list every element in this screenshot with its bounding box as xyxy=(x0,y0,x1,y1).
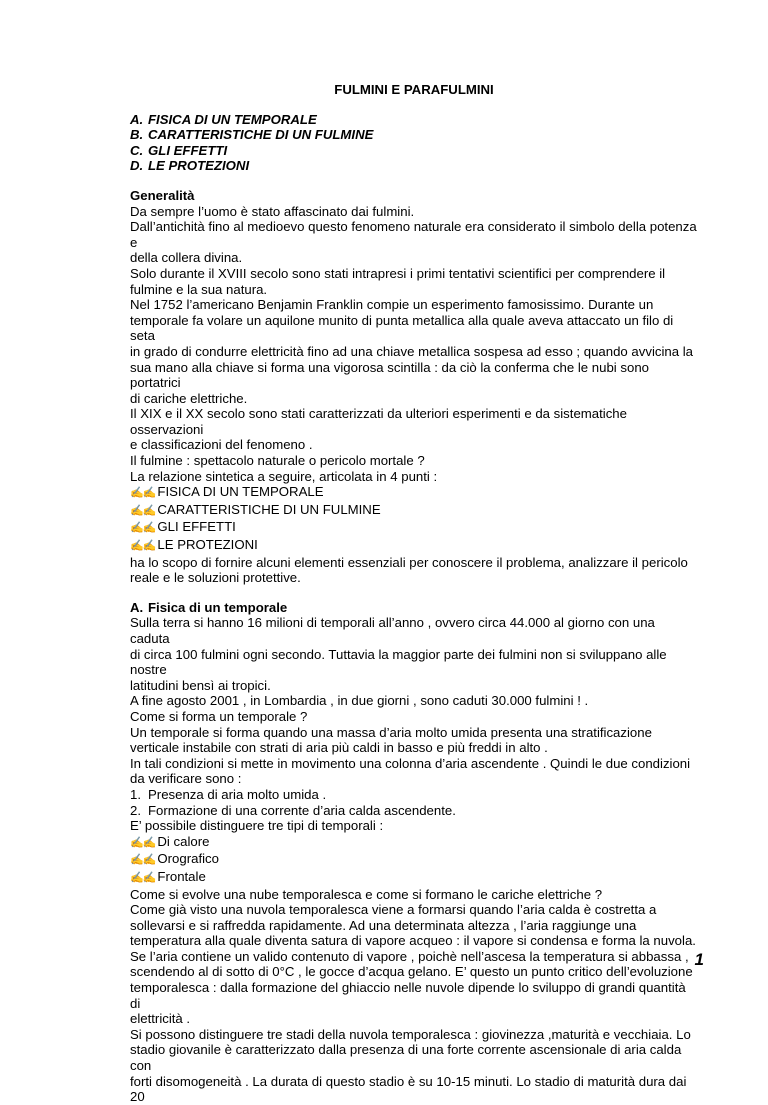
text-line: in grado di condurre elettricità fino ad una chiave metallica sospesa ad esso ; quando avvicina la xyxy=(130,343,694,359)
writing-hand-icon: ✍✍ xyxy=(130,504,156,517)
numbered-item: 1. Presenza di aria molto umida . xyxy=(130,786,327,802)
text-line: Dall’antichità fino al medioevo questo fenomeno naturale era considerato il simbolo della potenza e xyxy=(130,219,697,250)
text-line: di cariche elettriche. xyxy=(130,390,248,406)
text-line: da verificare sono : xyxy=(130,771,242,787)
text-line: sua mano alla chiave si forma una vigorosa scintilla : da ciò la conferma che le nubi sono portatrici xyxy=(130,359,649,391)
section-heading-a: A. Fisica di un temporale xyxy=(130,599,288,615)
writing-hand-icon: ✍✍ xyxy=(130,522,156,535)
text-line: E’ possibile distinguere tre tipi di temporali : xyxy=(130,818,384,834)
section-a-text-3 xyxy=(130,887,698,1105)
toc-item: D. LE PROTEZIONI xyxy=(130,158,250,174)
text-line: verticale instabile con strati di aria più caldi in basso e più freddi in alto . xyxy=(130,740,548,756)
text-line: scendendo al di sotto di 0°C , le gocce d’acqua gelano. E’ questo un punto critico dell’evoluzione xyxy=(130,964,693,980)
text-line: forti disomogeneità . La durata di questo stadio è su 10-15 minuti. Lo stadio di maturità dura dai 20 xyxy=(130,1073,687,1105)
text-line: ha lo scopo di fornire alcuni elementi essenziali per conoscere il problema, analizzare il pericolo xyxy=(130,554,688,570)
text-line: Sulla terra si hanno 16 milioni di temporali all’anno , ovvero circa 44.000 al giorno con una caduta xyxy=(130,615,655,646)
text-line: Il fulmine : spettacolo naturale o pericolo mortale ? xyxy=(130,453,425,469)
section-heading-generalita: Generalità xyxy=(130,187,195,203)
text-line: elettricità . xyxy=(130,1011,191,1027)
text-line: temporale fa volare un aquilone munito di punta metallica alla quale aveva attaccato un filo di seta xyxy=(130,312,674,344)
text-line: A fine agosto 2001 , in Lombardia , in due giorni , sono caduti 30.000 fulmini ! . xyxy=(130,693,589,709)
text-line: Se l’aria contiene un valido contenuto di vapore , poichè nell’ascesa la temperatura si abbassa , xyxy=(130,948,689,964)
section-a-text-2 xyxy=(130,818,698,834)
toc-item: C. GLI EFFETTI xyxy=(130,142,228,158)
text-line: Il XIX e il XX secolo sono stati caratterizzati da ulteriori esperimenti e da sistematiche osservazioni xyxy=(130,406,627,437)
text-line: Come si evolve una nube temporalesca e come si formano le cariche elettriche ? xyxy=(130,886,603,902)
text-line: latitudini bensì ai tropici. xyxy=(130,677,271,693)
text-line: In tali condizioni si mette in movimento una colonna d’aria ascendente . Quindi le due condizioni xyxy=(130,755,691,771)
toc-item: B. CARATTERISTICHE DI UN FULMINE xyxy=(130,127,374,143)
generalita-text-2 xyxy=(130,555,698,586)
bullet-item: ✍✍ GLI EFFETTI xyxy=(130,519,236,535)
writing-hand-icon: ✍✍ xyxy=(130,540,156,553)
text-line: reale e le soluzioni protettive. xyxy=(130,570,301,586)
bullet-item: ✍✍ Orografico xyxy=(130,851,219,867)
text-line: Si possono distinguere tre stadi della nuvola temporalesca : giovinezza ,maturità e vecchiaia. Lo xyxy=(130,1026,691,1042)
text-line: Come si forma un temporale ? xyxy=(130,708,308,724)
bullet-item: ✍✍ CARATTERISTICHE DI UN FULMINE xyxy=(130,501,381,517)
writing-hand-icon: ✍✍ xyxy=(130,836,156,849)
writing-hand-icon: ✍✍ xyxy=(130,871,156,884)
text-line: fulmine e la sua natura. xyxy=(130,281,268,297)
text-line: di circa 100 fulmini ogni secondo. Tuttavia la maggior parte dei fulmini non si sviluppano alle nostre xyxy=(130,646,667,678)
generalita-bullets xyxy=(130,484,698,554)
bullet-item: ✍✍ Frontale xyxy=(130,868,206,884)
text-line: Nel 1752 l’americano Benjamin Franklin compie un esperimento famosissimo. Durante un xyxy=(130,297,654,313)
page-number: 1 xyxy=(694,950,704,969)
document-title: FULMINI E PARAFULMINI xyxy=(334,82,494,97)
writing-hand-icon: ✍✍ xyxy=(130,854,156,867)
generalita-text-1 xyxy=(130,204,698,485)
bullet-item: ✍✍ FISICA DI UN TEMPORALE xyxy=(130,484,324,500)
toc-item: A. FISICA DI UN TEMPORALE xyxy=(130,111,317,127)
text-line: temperatura alla quale diventa satura di vapore acqueo : il vapore si condensa e forma la nuvola. xyxy=(130,933,696,949)
bullet-item: ✍✍ LE PROTEZIONI xyxy=(130,537,258,553)
section-a-text-1 xyxy=(130,615,698,787)
numbered-item: 2. Formazione di una corrente d’aria calda ascendente. xyxy=(130,802,456,818)
text-line: Un temporale si forma quando una massa d’aria molto umida presenta una stratificazione xyxy=(130,724,652,740)
document-body xyxy=(130,82,698,1105)
bullet-item: ✍✍ Di calore xyxy=(130,833,210,849)
text-line: Come già visto una nuvola temporalesca viene a formarsi quando l’aria calda è costretta a xyxy=(130,902,657,918)
writing-hand-icon: ✍✍ xyxy=(130,487,156,500)
table-of-contents xyxy=(130,112,698,174)
section-a-bullets xyxy=(130,834,698,887)
text-line: sollevarsi e si raffredda rapidamente. Ad una determinata altezza , l’aria raggiunge una xyxy=(130,917,637,933)
text-line: stadio giovanile è caratterizzato dalla presenza di una forte corrente ascensionale di aria calda con xyxy=(130,1042,682,1074)
text-line: La relazione sintetica a seguire, articolata in 4 punti : xyxy=(130,468,438,484)
text-line: e classificazioni del fenomeno . xyxy=(130,437,313,453)
text-line: della collera divina. xyxy=(130,250,243,266)
section-a-numbered-list xyxy=(130,787,698,818)
text-line: Solo durante il XVIII secolo sono stati intrapresi i primi tentativi scientifici per comprendere il xyxy=(130,265,666,281)
text-line: temporalesca : dalla formazione del ghiaccio nelle nuvole dipende lo sviluppo di grandi quantità di xyxy=(130,980,686,1011)
text-line: Da sempre l’uomo è stato affascinato dai fulmini. xyxy=(130,203,415,219)
